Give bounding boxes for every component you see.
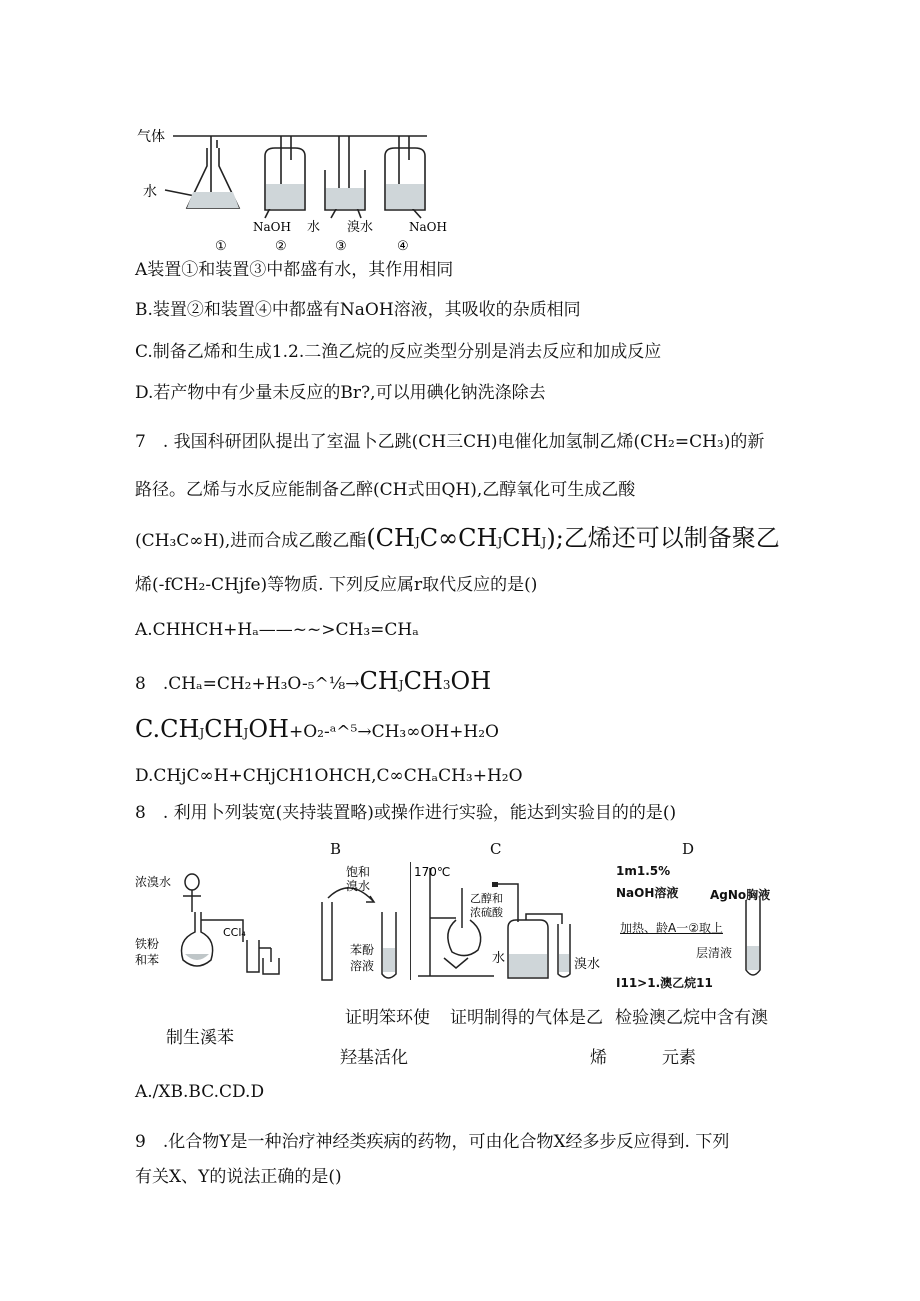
- q7-option-c: C.CHJCHJOH+O₂-ᵃ^⁵→CH₃∞OH+H₂O: [135, 715, 499, 743]
- q8a-iron-label: 铁粉: [135, 937, 160, 951]
- q6-option-d: D.若产物中有少量未反应的Br?,可以用碘化钠洗涤除去: [135, 383, 546, 403]
- label-water-3: 水: [307, 220, 321, 235]
- q8-caption-b2: 羟基活化: [340, 1048, 408, 1068]
- q8-divider: [410, 862, 411, 980]
- apparatus-figure-top: [135, 118, 465, 258]
- q6-option-a: A装置①和装置③中都盛有水，其作用相同: [135, 260, 454, 280]
- num-3: ③: [335, 239, 347, 254]
- q8c-reag1: 乙醇和: [470, 892, 503, 905]
- label-naoh-4: NaOH: [409, 220, 447, 234]
- num-4: ④: [397, 239, 409, 254]
- q7-line3-d: CH: [502, 524, 542, 552]
- q8-col-b: B: [330, 840, 342, 858]
- q8d-l1: 1m1.5%: [616, 864, 671, 878]
- q8-answer-options: A./XB.BC.CD.D: [135, 1082, 265, 1102]
- q8-col-c: C: [490, 840, 502, 858]
- q8-caption-c1: 证明制得的气体是乙: [450, 1008, 603, 1028]
- q7-option-c-small: +O₂-ᵃ^⁵→CH₃∞OH+H₂O: [288, 722, 499, 742]
- q9-line1: 9 .化合物Y是一种治疗神经类疾病的药物，可由化合物X经多步反应得到. 下列: [135, 1132, 730, 1152]
- q7-line3-b: (CH: [366, 524, 415, 552]
- q8c-reag2: 浓硫酸: [470, 906, 503, 919]
- q7-line2: 路径。乙烯与水反应能制备乙醉(CH式田QH),乙醇氧化可生成乙酸: [135, 480, 636, 500]
- q8-stem: 8 . 利用卜列装宽(夹持装置略)或操作进行实验，能达到实验目的的是(): [135, 803, 677, 823]
- q8-caption-c2: 烯: [590, 1048, 607, 1068]
- q8d-l3: AgNo胸液: [710, 888, 771, 902]
- q7-line3-e: );乙烯还可以制备聚乙: [546, 524, 780, 552]
- q7-line4: 烯(-fCH₂-CHjfe)等物质. 下列反应属r取代反应的是(): [135, 575, 538, 595]
- q7-option-a: A.CHHCH+Hₐ——~~>CH₃=CHₐ: [135, 620, 419, 640]
- q7-line3-a: (CH₃C∞H),进而合成乙酸乙酯: [135, 531, 367, 551]
- q7-option-b-small: 8 .CHₐ=CH₂+H₃O-₅^⅛→: [135, 674, 360, 694]
- q6-option-b: B.装置②和装置④中都盛有NaOH溶液，其吸收的杂质相同: [135, 300, 581, 320]
- q8d-l4: 加热、龄A一②取上: [620, 921, 723, 935]
- num-2: ②: [275, 239, 287, 254]
- q8a-benzene-label: 和苯: [135, 953, 160, 967]
- q8-figure-b: [318, 862, 408, 982]
- q8-caption-b1: 证明笨环使: [345, 1008, 430, 1028]
- q8-caption-d1: 检验澳乙烷中含有澳: [615, 1008, 768, 1028]
- q8-figure-d: [616, 864, 786, 990]
- q8b-phenol2: 溶液: [350, 959, 375, 973]
- gas-label: 气体: [137, 129, 165, 145]
- q7-option-c-big: C.CH: [135, 715, 200, 743]
- q8-caption-d2: 元素: [662, 1048, 696, 1068]
- water-label: 水: [143, 184, 157, 200]
- label-naoh-2: NaOH: [253, 220, 291, 234]
- q7-option-b: 8 .CHₐ=CH₂+H₃O-₅^⅛→CHJCH3OH: [135, 667, 492, 695]
- q8a-ccl4-label: CCl₄: [223, 926, 246, 939]
- q8-caption-a: 制生溪苯: [166, 1028, 234, 1048]
- q8b-sat2: 溴水: [346, 879, 371, 893]
- q8d-l2: NaOH溶液: [616, 886, 679, 900]
- q8c-temp: 170℃: [414, 865, 451, 879]
- q7-line1: 7 . 我国科研团队提出了室温卜乙跳(CH三CH)电催化加氢制乙烯(CH₂=CH₃)的新: [135, 432, 765, 452]
- label-bromine-3: 溴水: [347, 220, 374, 235]
- q8c-water: 水: [492, 951, 506, 966]
- q8d-l5: 层清液: [696, 946, 733, 960]
- q7-line3-c: C∞CH: [419, 524, 498, 552]
- q7-option-b-big: CH: [359, 667, 399, 695]
- num-1: ①: [215, 239, 227, 254]
- q9-line2: 有关X、Y的说法正确的是(): [135, 1167, 342, 1187]
- q8b-sat1: 饱和: [346, 865, 371, 879]
- q8-figure-a: [135, 862, 285, 982]
- q6-option-c: C.制备乙烯和生成1.2.二渔乙烷的反应类型分别是消去反应和加成反应: [135, 342, 662, 362]
- q8d-l6: I11>1.澳乙烷11: [616, 976, 713, 990]
- q8-figure-c: [412, 858, 602, 982]
- q8-col-d: D: [682, 840, 695, 858]
- q8a-bromine-label: 浓溴水: [135, 875, 172, 889]
- q7-option-d: D.CHjC∞H+CHjCH1OHCH,C∞CHₐCH₃+H₂O: [135, 766, 523, 786]
- q7-line3: (CH₃C∞H),进而合成乙酸乙酯(CHJC∞CHJCHJ);乙烯还可以制备聚乙: [135, 524, 780, 552]
- q8c-bromine: 溴水: [574, 957, 601, 972]
- q8b-phenol1: 苯酚: [350, 943, 375, 957]
